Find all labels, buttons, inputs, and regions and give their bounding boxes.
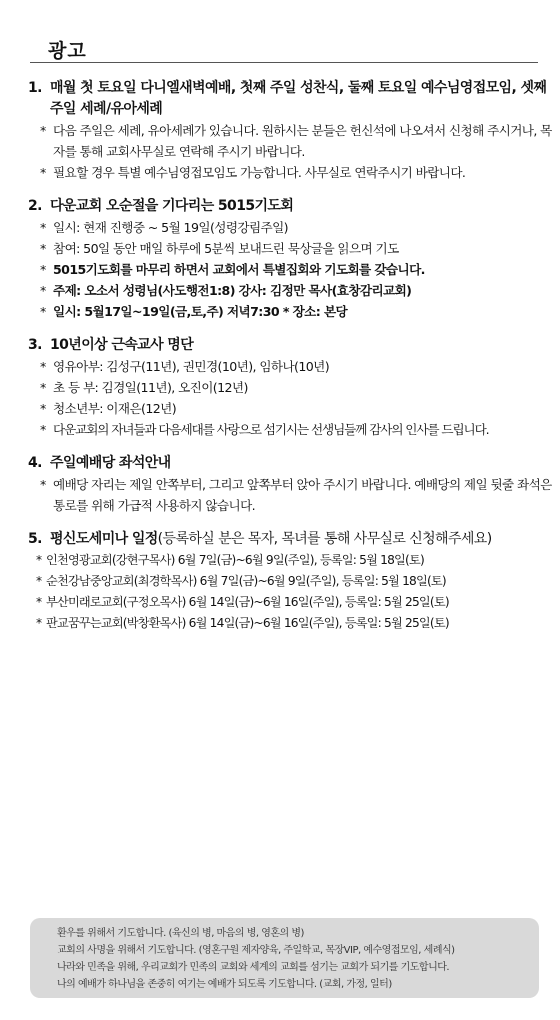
item-text: 순천강남중앙교회(최경학목사) 6월 7일(금)~6월 9일(주일), 등록일: 5월 18일(토) <box>46 574 446 588</box>
list-item <box>40 474 554 516</box>
announcement-2 <box>28 196 554 322</box>
prayer-line: 교회의 사명을 위해서 기도합니다. (영혼구원 제자양육, 주일학교, 목장VIP, 예수영접모임, 세례식) <box>57 945 455 956</box>
announcement-heading <box>28 529 554 550</box>
announcement-heading <box>28 196 554 217</box>
announcement-title: 매월 첫 토요일 다니엘새벽예배, 첫째 주일 성찬식, 둘째 토요일 예수님영접모임, 셋째 주일 세례/유아세례 <box>50 80 547 117</box>
prayer-line: 나의 예배가 하나님을 존중히 여기는 예배가 되도록 기도합니다. (교회, 가정, 일터) <box>57 979 392 990</box>
announcement-title: 다운교회 오순절을 기다리는 5015기도회 <box>50 198 294 214</box>
item-text: 인천영광교회(강현구목사) 6월 7일(금)~6월 9일(주일), 등록일: 5월 18일(토) <box>46 553 424 567</box>
item-text: 필요할 경우 특별 예수님영접모임도 가능합니다. 사무실로 연락주시기 바랍니다. <box>53 165 466 180</box>
asterisk-icon: * <box>40 380 46 395</box>
item-text: 초 등 부: 김경일(11년), 오진이(12년) <box>53 380 248 395</box>
item-text: 일시: 5월17일~19일(금,토,주) 저녁7:30 * 장소: 본당 <box>53 304 348 319</box>
announcement-title: 10년이상 근속교사 명단 <box>50 337 194 353</box>
item-text: 다운교회의 자녀들과 다음세대를 사랑으로 섬기시는 선생님들께 감사의 인사를 드립니다. <box>53 422 489 437</box>
item-text: 참여: 50일 동안 매일 하루에 5분씩 보내드린 묵상글을 읽으며 기도 <box>53 241 399 256</box>
asterisk-icon: * <box>40 304 46 319</box>
prayer-line: 환우를 위해서 기도합니다. (육신의 병, 마음의 병, 영혼의 병) <box>57 928 304 939</box>
announcement-number: 2. <box>28 198 42 214</box>
list-item <box>40 217 554 238</box>
asterisk-icon: * <box>40 165 46 180</box>
prayer-line: 나라와 민족을 위해, 우리교회가 민족의 교회와 세계의 교회를 섬기는 교회가 되기를 기도합니다. <box>57 962 450 973</box>
list-item <box>40 398 554 419</box>
list-item <box>40 356 554 377</box>
list-item <box>40 377 554 398</box>
list-item <box>36 613 554 634</box>
asterisk-icon: * <box>36 574 42 588</box>
announcement-heading <box>28 335 554 356</box>
announcement-title: 주일예배당 좌석안내 <box>50 455 171 471</box>
list-item <box>40 301 554 322</box>
announcement-1 <box>28 78 554 183</box>
item-text: 판교꿈꾸는교회(박창환목사) 6월 14일(금)~6월 16일(주일), 등록일: 5월 25일(토) <box>46 616 449 630</box>
asterisk-icon: * <box>40 401 46 416</box>
asterisk-icon: * <box>36 616 42 630</box>
list-item <box>36 550 554 571</box>
asterisk-icon: * <box>36 553 42 567</box>
item-text: 영유아부: 김성구(11년), 권민경(10년), 임하나(10년) <box>53 359 330 374</box>
list-item <box>40 120 554 162</box>
list-item <box>40 280 554 301</box>
item-text: 다음 주일은 세례, 유아세례가 있습니다. 원하시는 분들은 헌신석에 나오셔서 신청해 주시거나, 목자를 통해 교회사무실로 연락해 주시기 바랍니다. <box>53 123 552 159</box>
announcement-heading <box>28 78 554 120</box>
asterisk-icon: * <box>40 477 46 492</box>
announcement-heading <box>28 453 554 474</box>
list-item <box>40 419 554 440</box>
title-divider <box>30 62 538 63</box>
announcement-number: 4. <box>28 455 42 471</box>
list-item <box>40 259 554 280</box>
asterisk-icon: * <box>40 220 46 235</box>
announcement-list <box>28 78 554 647</box>
asterisk-icon: * <box>36 595 42 609</box>
item-text: 주제: 오소서 성령님(사도행전1:8) 강사: 김정만 목사(효창감리교회) <box>53 283 412 298</box>
asterisk-icon: * <box>40 123 46 138</box>
announcement-4 <box>28 453 554 516</box>
item-text: 5015기도회를 마무리 하면서 교회에서 특별집회와 기도회를 갖습니다. <box>53 262 425 277</box>
list-item <box>36 592 554 613</box>
announcement-number: 5. <box>28 531 42 547</box>
asterisk-icon: * <box>40 359 46 374</box>
announcement-note: (등록하실 분은 목자, 목녀를 통해 사무실로 신청해주세요) <box>157 531 492 547</box>
announcement-5 <box>28 529 554 634</box>
asterisk-icon: * <box>40 283 46 298</box>
list-item <box>40 162 554 183</box>
announcement-number: 1. <box>28 80 42 96</box>
item-text: 예배당 자리는 제일 안쪽부터, 그리고 앞쪽부터 앉아 주시기 바랍니다. 예배당의 제일 뒷줄 좌석은 통로를 위해 가급적 사용하지 않습니다. <box>53 477 552 513</box>
item-text: 부산미래로교회(구정오목사) 6월 14일(금)~6월 16일(주일), 등록일: 5월 25일(토) <box>46 595 449 609</box>
announcement-number: 3. <box>28 337 42 353</box>
asterisk-icon: * <box>40 241 46 256</box>
item-text: 청소년부: 이재은(12년) <box>53 401 177 416</box>
prayer-box <box>30 918 539 998</box>
page-title: 광고 <box>48 40 87 62</box>
asterisk-icon: * <box>40 422 46 437</box>
list-item <box>40 238 554 259</box>
item-text: 일시: 현재 진행중 ~ 5월 19일(성령강림주일) <box>53 220 288 235</box>
announcement-title: 평신도세미나 일정 <box>50 531 158 547</box>
announcement-3 <box>28 335 554 440</box>
list-item <box>36 571 554 592</box>
asterisk-icon: * <box>40 262 46 277</box>
